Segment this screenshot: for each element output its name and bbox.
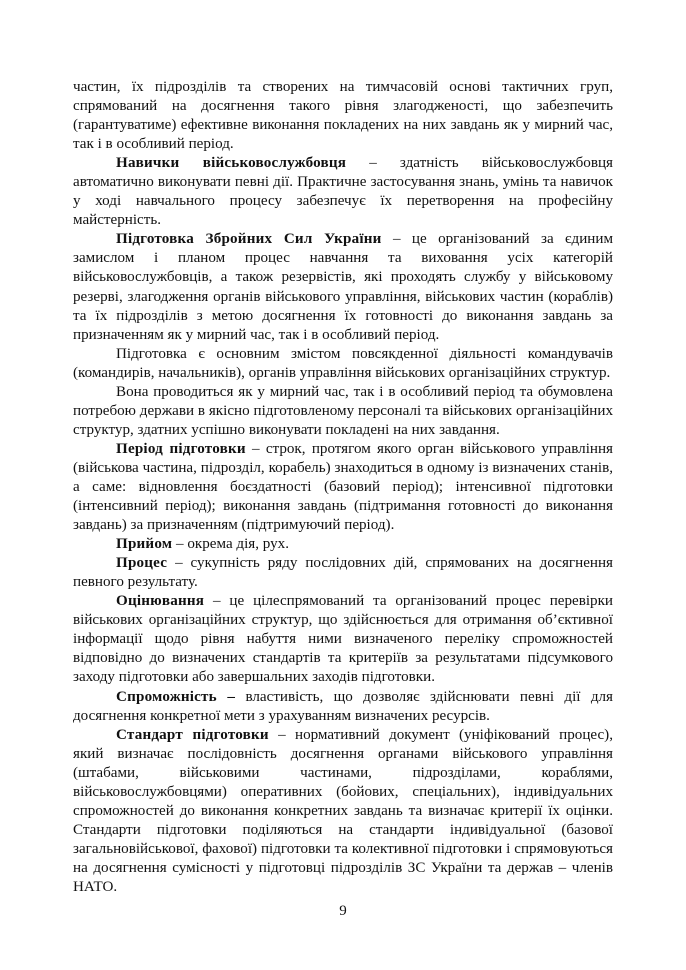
paragraph-text: – нормативний документ (уніфікований процес), який визначає послідовність досягнення органами військового управління (штабами, військовими частинами, підрозділами, кораблями, військовослужбовцями) оперативних (бойових, спеціальних), індивідуальних спроможностей до виконання конкретних завдань та визначає критерії їх оцінки. Стандарти підготовки поділяються на стандарти індивідуальної (базової загальновійськової, фахової) підготовки та колективної підготовки і спрямовуються на досягнення сумісності у підготовці підрозділів ЗС України та держав – членів НАТО.: [73, 726, 613, 895]
term-heading: Підготовка Збройних Сил України: [116, 231, 382, 248]
paragraph-training-conducted: [73, 383, 613, 440]
term-heading: Навички військовослужбовця: [116, 155, 347, 172]
page-number: 9: [339, 903, 347, 919]
paragraph-text: – окрема дія, рух.: [172, 536, 289, 553]
paragraph-skills: [73, 154, 613, 230]
term-heading: Спроможність –: [116, 688, 236, 705]
paragraph-technique: [73, 535, 613, 554]
paragraph-text: – строк, протягом якого орган військового управління (військова частина, підрозділ, корабель) знаходиться в одному із визначених станів, а саме: відновлення боєздатності (базовий період); інтенсивної підготовки (інтенсивний період); виконання завдань (підтримання готовності до виконання завдань) за призначенням (підтримуючий період).: [73, 440, 613, 534]
paragraph-training-content: [73, 345, 613, 383]
paragraph-text: Підготовка є основним змістом повсякденної діяльності командувачів (командирів, начальників), органів управління військових організаційних структур.: [73, 345, 613, 381]
paragraph-training-armed-forces: [73, 230, 613, 344]
paragraph-text: – здатність військовослужбовця автоматично виконувати певні дії. Практичне застосування знань, умінь та навичок у ході навчального процесу забезпечує їх перетворення на професійну майстерність.: [73, 155, 613, 229]
paragraph-text: Вона проводиться як у мирний час, так і в особливий період та обумовлена потребою держави в якісно підготовленому персоналі та військових організаційних структур, здатних успішно виконувати покладені на них завдання.: [73, 383, 613, 438]
paragraph-text: властивість, що дозволяє здійснювати певні дії для досягнення конкретної мети з урахуванням визначених ресурсів.: [73, 688, 613, 724]
paragraph-training-standard: [73, 726, 613, 897]
paragraph-text: – сукупність ряду послідовних дій, спрямованих на досягнення певного результату.: [73, 555, 613, 591]
paragraph-text: – це цілеспрямований та організований процес перевірки військових організаційних структур, що здійснюється для отримання об’єктивної інформації щодо рівня набуття ними визначеного переліку спроможностей відповідно до визначених стандартів та критеріїв за результатами підсумкового заходу підготовки або завершальних заходів підготовки.: [73, 593, 613, 686]
term-heading: Прийом: [116, 536, 173, 553]
paragraph-text: частин, їх підрозділів та створених на тимчасовій основі тактичних груп, спрямований на досягнення такого рівня злагодженості, що забезпечить (гарантуватиме) ефективне виконання покладених на них завдань як у мирний час, так і в особливий період.: [73, 79, 613, 153]
paragraph-process: [73, 554, 613, 592]
paragraph-capability: [73, 688, 613, 726]
term-heading: Період підготовки: [116, 440, 246, 457]
paragraph-training-period: [73, 440, 613, 535]
document-body: [73, 78, 613, 897]
term-heading: Стандарт підготовки: [116, 726, 269, 743]
term-heading: Оцінювання: [116, 593, 205, 610]
paragraph-continuation: [73, 78, 613, 154]
term-heading: Процес: [116, 555, 168, 572]
paragraph-text: – це організований за єдиним замислом і планом процес навчання та виховання усіх категорій військовослужбовців, а також резервістів, які проходять службу у військовому резерві, злагодження органів військового управління, військових частин (кораблів) та їх підрозділів з метою досягнення їх готовності до виконання завдань за призначенням як у мирний час, так і в особливий період.: [73, 231, 613, 343]
paragraph-evaluation: [73, 592, 613, 687]
